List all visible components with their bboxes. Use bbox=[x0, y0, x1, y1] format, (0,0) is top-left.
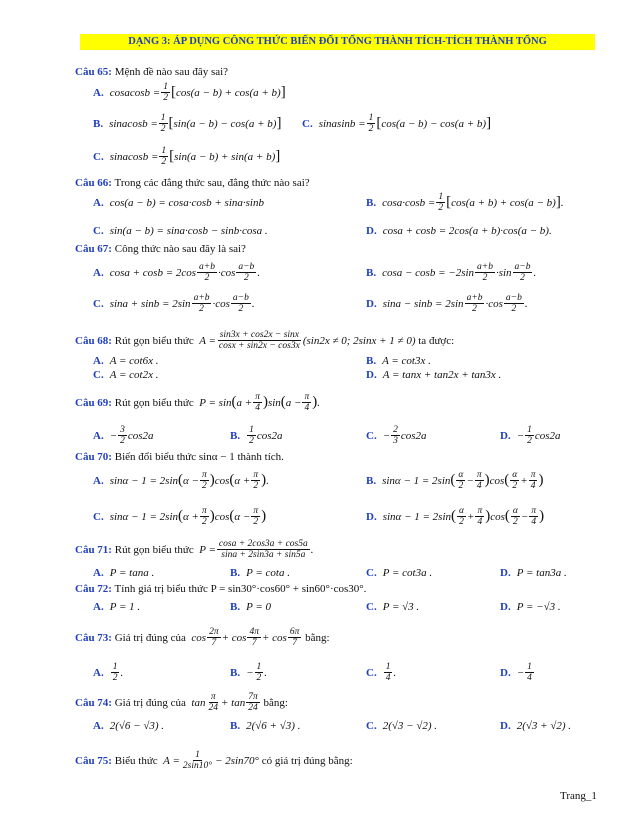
q66-option-d[interactable]: D. cosa + cosb = 2cos(a + b)·cos(a − b). bbox=[366, 225, 552, 237]
question-69: Câu 69: Rút gọn biểu thức P = sin ( a + $\frac{\pi}{4}$ ) sin ( a − $\frac{\pi}{4}$ ) . bbox=[75, 392, 320, 413]
question-65: Câu 65: Mệnh đề nào sau đây sai? bbox=[75, 66, 229, 78]
q74-option-d[interactable]: D. 2(√3 + √2) . bbox=[500, 720, 572, 732]
page-footer: Trang_1 bbox=[560, 790, 597, 802]
q68-option-a[interactable]: A. A = cot6x . bbox=[93, 355, 159, 367]
q69-option-a[interactable]: A. − $\frac{3}{2}$ cos2a bbox=[93, 425, 154, 446]
question-68: Câu 68: Rút gọn biểu thức A = $\frac{\sin 3x + \cos 2x - \sin x}{\cos x + \sin 2x - \cos 3x}$ (sin2x ≠ 0; 2sinx + 1 ≠ 0) ta được: bbox=[75, 330, 455, 351]
question-72: Câu 72: Tính giá trị biểu thức P = sin30°·cos60° + sin60°·cos30°. bbox=[75, 583, 367, 595]
q71-option-b[interactable]: B. P = cota . bbox=[230, 567, 290, 579]
q65-option-d[interactable]: C. sinacosb = $\frac{1}{2}$ [ sin(a − b) + sin(a + b) ] bbox=[93, 146, 281, 167]
q73-option-c[interactable]: C. $\frac{1}{4}$ . bbox=[366, 662, 397, 683]
q67-option-a[interactable]: A. cosa + cosb = 2cos $\frac{a+b}{2}$ ·cos $\frac{a-b}{2}$ . bbox=[93, 262, 261, 283]
q74-option-a[interactable]: A. 2(√6 − √3) . bbox=[93, 720, 165, 732]
question-73: Câu 73: Giá trị đúng của cos $\frac{2\pi}{7}$ + cos $\frac{4\pi}{7}$ + cos $\frac{6\pi}{7}$ bằng: bbox=[75, 627, 330, 648]
question-75: Câu 75: Biểu thức A = $\frac{1}{2\sin 10^\circ}$ − 2sin70° có giá trị đúng bằng: bbox=[75, 750, 353, 771]
question-66: Câu 66: Trong các đẳng thức sau, đẳng thức nào sai? bbox=[75, 177, 310, 189]
q74-option-b[interactable]: B. 2(√6 + √3) . bbox=[230, 720, 301, 732]
q67-option-b[interactable]: B. cosa − cosb = −2sin $\frac{a+b}{2}$ ·sin $\frac{a-b}{2}$ . bbox=[366, 262, 537, 283]
q67-option-c[interactable]: C. sina + sinb = 2sin $\frac{a+b}{2}$ ·cos $\frac{a-b}{2}$ . bbox=[93, 293, 255, 314]
q73-option-a[interactable]: A. $\frac{1}{2}$ . bbox=[93, 662, 124, 683]
q72-option-d[interactable]: D. P = −√3 . bbox=[500, 601, 561, 613]
q66-option-c[interactable]: C. sin(a − b) = sina·cosb − sinb·cosa . bbox=[93, 225, 268, 237]
q73-option-b[interactable]: B. − $\frac{1}{2}$ . bbox=[230, 662, 268, 683]
q69-option-b[interactable]: B. $\frac{1}{2}$ cos2a bbox=[230, 425, 283, 446]
q71-option-c[interactable]: C. P = cot3a . bbox=[366, 567, 433, 579]
q68-option-c[interactable]: C. A = cot2x . bbox=[93, 369, 159, 381]
question-67: Câu 67: Công thức nào sau đây là sai? bbox=[75, 243, 246, 255]
q65-option-b[interactable]: B. sinacosb = $\frac{1}{2}$ [ sin(a − b) − cos(a + b) ] bbox=[93, 113, 282, 134]
question-70: Câu 70: Biến đổi biểu thức sinα − 1 thành tích. bbox=[75, 451, 284, 463]
q68-option-d[interactable]: D. A = tanx + tan2x + tan3x . bbox=[366, 369, 502, 381]
q66-option-b[interactable]: B. cosa·cosb = $\frac{1}{2}$ [ cos(a + b) + cos(a − b) ] . bbox=[366, 192, 564, 213]
q68-option-b[interactable]: B. A = cot3x . bbox=[366, 355, 431, 367]
question-74: Câu 74: Giá trị đúng của tan $\frac{\pi}{24}$ + tan $\frac{7\pi}{24}$ bằng: bbox=[75, 692, 288, 713]
q74-option-c[interactable]: C. 2(√3 − √2) . bbox=[366, 720, 438, 732]
q70-option-d[interactable]: D. sinα − 1 = 2sin ( $\frac{\alpha}{2}$ + $\frac{\pi}{4}$ ) cos ( $\frac{\alpha}{2}$ − $\frac{\pi}{4}$ ) bbox=[366, 506, 545, 527]
q67-option-d[interactable]: D. sina − sinb = 2sin $\frac{a+b}{2}$ ·cos $\frac{a-b}{2}$ . bbox=[366, 293, 528, 314]
q72-option-c[interactable]: C. P = √3 . bbox=[366, 601, 420, 613]
q71-option-a[interactable]: A. P = tana . bbox=[93, 567, 155, 579]
q70-option-a[interactable]: A. sinα − 1 = 2sin ( α − $\frac{\pi}{2}$ ) cos ( α + $\frac{\pi}{2}$ ) . bbox=[93, 470, 269, 491]
q71-option-d[interactable]: D. P = tan3a . bbox=[500, 567, 567, 579]
q69-option-d[interactable]: D. − $\frac{1}{2}$ cos2a bbox=[500, 425, 561, 446]
q69-option-c[interactable]: C. − $\frac{2}{3}$ cos2a bbox=[366, 425, 427, 446]
question-71: Câu 71: Rút gọn biểu thức P = $\frac{\cos a + 2\cos 3a + \cos 5a}{\sin a + 2\sin 3a + \sin 5a}$ . bbox=[75, 539, 314, 560]
q72-option-b[interactable]: B. P = 0 bbox=[230, 601, 272, 613]
q65-option-a[interactable]: A. cosacosb = $\frac{1}{2}$ [ cos(a − b) + cos(a + b) ] bbox=[93, 82, 286, 103]
q65-option-c[interactable]: C. sinasinb = $\frac{1}{2}$ [ cos(a − b) − cos(a + b) ] bbox=[302, 113, 492, 134]
q70-option-b[interactable]: B. sinα − 1 = 2sin ( $\frac{\alpha}{2}$ − $\frac{\pi}{4}$ ) cos ( $\frac{\alpha}{2}$ + $\frac{\pi}{4}$ ) bbox=[366, 470, 544, 491]
q73-option-d[interactable]: D. − $\frac{1}{4}$ bbox=[500, 662, 532, 683]
q72-option-a[interactable]: A. P = 1 . bbox=[93, 601, 141, 613]
q70-option-c[interactable]: C. sinα − 1 = 2sin ( α + $\frac{\pi}{2}$ ) cos ( α − $\frac{\pi}{2}$ ) bbox=[93, 506, 267, 527]
q66-option-a[interactable]: A. cos(a − b) = cosa·cosb + sina·sinb bbox=[93, 197, 264, 209]
section-banner: DẠNG 3: ÁP DỤNG CÔNG THỨC BIẾN ĐỔI TỔNG THÀNH TÍCH-TÍCH THÀNH TỔNG bbox=[80, 34, 595, 50]
